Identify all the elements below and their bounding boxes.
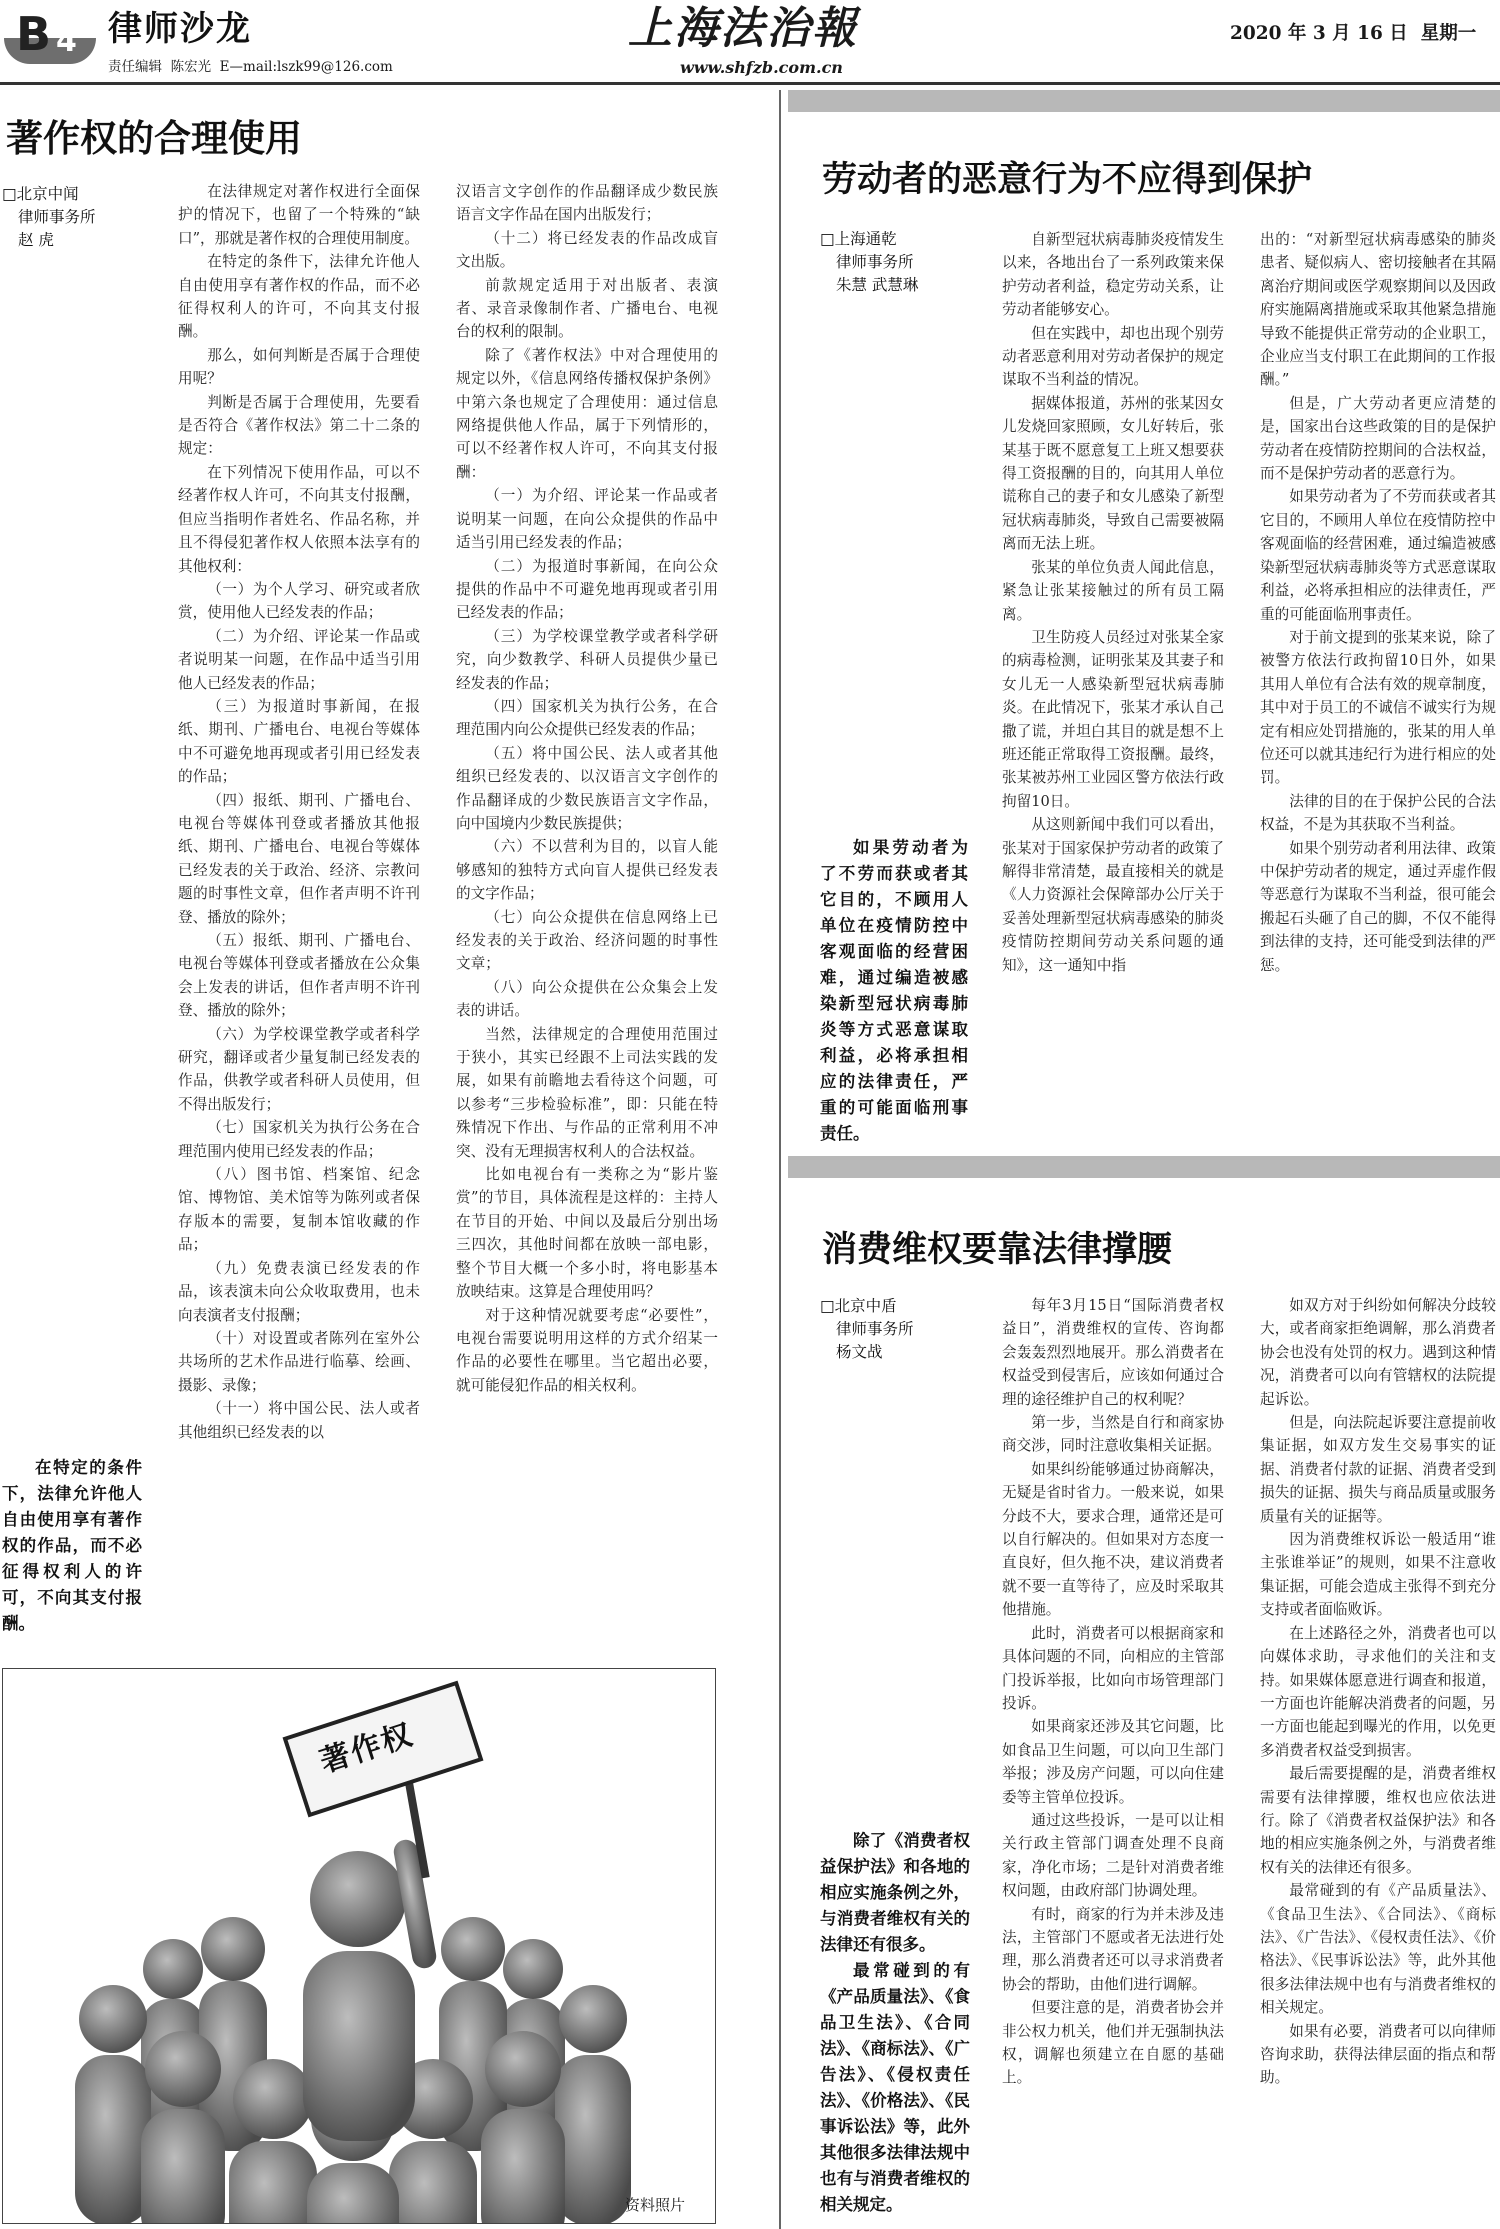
paragraph: （七）国家机关为执行公务在合理范围内使用已经发表的作品； xyxy=(178,1119,420,1160)
paragraph: （六）为学校课堂教学或者科学研究，翻译或者少量复制已经发表的作品，供教学或者科研人员使用，但不得出版发行； xyxy=(178,1025,420,1113)
column-divider xyxy=(779,90,781,2229)
article2-byline xyxy=(820,228,990,297)
paragraph: 但是，广大劳动者更应清楚的是，国家出台这些政策的目的是保护劳动者在疫情防控期间的合法权益，而不是保护劳动者的恶意行为。 xyxy=(1260,394,1496,483)
byline-line: □北京中盾 xyxy=(820,1297,897,1315)
band-mid-right xyxy=(788,1156,1500,1178)
paragraph: （六）不以营利为目的，以盲人能够感知的独特方式向盲人提供已经发表的文字作品； xyxy=(456,838,718,903)
paragraph: 但要注意的是，消费者协会并非公权力机关，他们并无强制执法权，调解也须建立在自愿的基础上。 xyxy=(1002,1999,1224,2087)
article1-column-2 xyxy=(456,180,718,1630)
byline-line: 朱慧 武慧琳 xyxy=(836,276,919,294)
paragraph: （二）为介绍、评论某一作品或者说明某一问题，在作品中适当引用他人已经发表的作品； xyxy=(178,627,420,692)
paragraph: （一）为介绍、评论某一作品或者说明某一问题，在向公众提供的作品中适当引用已经发表的作品； xyxy=(456,487,718,552)
photo-caption: 资料照片 xyxy=(625,2196,686,2214)
page-letter: B xyxy=(16,7,52,61)
article3-byline xyxy=(820,1295,990,1364)
paragraph: 最后需要提醒的是，消费者维权需要有法律撑腰，维权也应依法进行。除了《消费者权益保护法》和各地的相应实施条例之外，与消费者维权有关的法律还有很多。 xyxy=(1260,1765,1496,1876)
article3-pull-quote xyxy=(820,1828,970,2218)
byline-line: 杨文战 xyxy=(836,1343,883,1361)
paragraph: 比如电视台有一类称之为“影片鉴赏”的节目，具体流程是这样的：主持人在节目的开始、中间以及最后分别出场三四次，其他时间都在放映一部电影，整个节目大概一个多小时，将电影基本放映结束。这算是合理使用吗？ xyxy=(456,1166,718,1301)
paragraph: （十一）将中国公民、法人或者其他组织已经发表的以 xyxy=(178,1400,420,1441)
paragraph: 对于前文提到的张某来说，除了被警方依法行政拘留10日外，如果其用人单位有合法有效的规章制度，其中对于员工的不诚信不诚实行为规定有相应处罚措施的，张某的用人单位还可以就其违纪行为进行相应的处罚。 xyxy=(1260,628,1496,787)
band-top-right xyxy=(788,90,1500,112)
article2-title: 劳动者的恶意行为不应得到保护 xyxy=(822,160,1313,200)
paragraph: 如果个别劳动者利用法律、政策中保护劳动者的规定，通过弄虚作假等恶意行为谋取不当利益，很可能会搬起石头砸了自己的脚，不仅不能得到法律的支持，还可能受到法律的严惩。 xyxy=(1260,839,1496,974)
paragraph: 如果劳动者为了不劳而获或者其它目的，不顾用人单位在疫情防控中客观面临的经营困难，通过编造被感染新型冠状病毒肺炎等方式恶意谋取利益，必将承担相应的法律责任，严重的可能面临刑事责任。 xyxy=(1260,488,1496,623)
page-header xyxy=(0,0,1500,86)
article2-column-1 xyxy=(1002,228,1224,1148)
header-rule xyxy=(0,82,1500,85)
article2-column-2 xyxy=(1260,228,1496,1148)
paragraph: 在法律规定对著作权进行全面保护的情况下，也留了一个特殊的“缺口”，那就是著作权的合理使用制度。 xyxy=(178,183,420,247)
section-title: 律师沙龙 xyxy=(108,9,252,49)
paragraph: 因为消费维权诉讼一般适用“谁主张谁举证”的规则，如果不注意收集证据，可能会造成主张得不到充分支持或者面临败诉。 xyxy=(1260,1531,1496,1619)
issue-date: 2020 年 3 月 16 日 星期一 xyxy=(1230,23,1477,44)
paragraph: （二）为报道时事新闻，在向公众提供的作品中不可避免地再现或者引用已经发表的作品； xyxy=(456,557,718,622)
byline-line: 律师事务所 xyxy=(836,1320,914,1338)
byline-line: 律师事务所 xyxy=(18,208,96,226)
paragraph: 如果纠纷能够通过协商解决，无疑是省时省力。一般来说，如果分歧不大，要求合理，通常还是可以自行解决的。但如果对方态度一直良好，但久拖不决，建议消费者就不要一直等待了，应及时采取其他措施。 xyxy=(1002,1460,1224,1619)
paragraph: 此时，消费者可以根据商家和具体问题的不同，向相应的主管部门投诉举报，比如向市场管理部门投诉。 xyxy=(1002,1624,1224,1712)
byline-line: 赵 虎 xyxy=(18,231,54,249)
paragraph: 据媒体报道，苏州的张某因女儿发烧回家照顾，女儿好转后，张某基于既不愿意复工上班又想要获得工资报酬的目的，向其用人单位谎称自己的妻子和女儿感染了新型冠状病毒肺炎，导致自己需要被隔离而无法上班。 xyxy=(1002,394,1224,553)
masthead: 上海法治報 xyxy=(628,3,858,54)
paragraph: 除了《著作权法》中对合理使用的规定以外，《信息网络传播权保护条例》中第六条也规定了合理使用：通过信息网络提供他人作品，属于下列情形的，可以不经著作权人许可，不向其支付报酬： xyxy=(456,346,718,481)
pull-quote-paragraph: 除了《消费者权益保护法》和各地的相应实施条例之外，与消费者维权有关的法律还有很多。 xyxy=(820,1831,970,1954)
paragraph: 在特定的条件下，法律允许他人自由使用享有著作权的作品，而不必征得权利人的许可，不向其支付报酬。 xyxy=(178,253,420,341)
paragraph: 判断是否属于合理使用，先要看是否符合《著作权法》第二十二条的规定： xyxy=(178,393,420,458)
paragraph: 最常碰到的有《产品质量法》、《食品卫生法》、《合同法》、《商标法》、《广告法》、《侵权责任法》、《价格法》、《民事诉讼法》等，此外其他很多法律法规中也有与消费者维权的相关规定。 xyxy=(1260,1882,1496,2017)
paragraph: 对于这种情况就要考虑“必要性”，电视台需要说明用这样的方式介绍某一作品的必要性在哪里。当它超出必要，就可能侵犯作品的相关权利。 xyxy=(456,1306,718,1394)
paragraph: （一）为个人学习、研究或者欣赏，使用他人已经发表的作品； xyxy=(178,580,420,622)
paragraph: （三）为学校课堂教学或者科学研究，向少数教学、科研人员提供少量已经发表的作品； xyxy=(456,627,718,692)
paragraph: 第一步，当然是自行和商家协商交涉，同时注意收集相关证据。 xyxy=(1002,1414,1224,1455)
article1-photo xyxy=(2,1668,716,2224)
paragraph: 如果商家还涉及其它问题，比如食品卫生问题，可以向卫生部门举报；涉及房产问题，可以向住建委等主管单位投诉。 xyxy=(1002,1718,1224,1806)
paragraph: 当然，法律规定的合理使用范围过于狭小，其实已经跟不上司法实践的发展，如果有前瞻地去看待这个问题，可以参考“三步检验标准”，即：只能在特殊情况下作出、与作品的正常利用不冲突、没有无理损害权利人的合法权益。 xyxy=(456,1025,718,1160)
paragraph: 每年3月15日“国际消费者权益日”，消费维权的宣传、咨询都会轰轰烈烈地展开。那么消费者在权益受到侵害后，应该如何通过合理的途径维护自己的权利呢？ xyxy=(1002,1297,1224,1408)
byline-line: □上海通乾 xyxy=(820,230,897,248)
pull-quote-paragraph: 最常碰到的有《产品质量法》、《食品卫生法》、《合同法》、《商标法》、《广告法》、《侵权责任法》、《价格法》、《民事诉讼法》等，此外其他很多法律法规中也有与消费者维权的相关规定。 xyxy=(820,1961,970,2214)
article1-byline xyxy=(2,183,162,252)
article2-pull-quote: 如果劳动者为了不劳而获或者其它目的，不顾用人单位在疫情防控中客观面临的经营困难，通过编造被感染新型冠状病毒肺炎等方式恶意谋取利益，必将承担相应的法律责任，严重的可能面临刑事责任。 xyxy=(820,838,968,1143)
paragraph: 那么，如何判断是否属于合理使用呢？ xyxy=(178,346,420,388)
paragraph: 汉语言文字创作的作品翻译成少数民族语言文字作品在国内出版发行； xyxy=(456,183,718,224)
byline-line: 律师事务所 xyxy=(836,253,914,271)
paragraph: 法律的目的在于保护公民的合法权益，不是为其获取不当利益。 xyxy=(1260,792,1496,834)
paragraph: （八）图书馆、档案馆、纪念馆、博物馆、美术馆等为陈列或者保存版本的需要，复制本馆收藏的作品； xyxy=(178,1166,420,1254)
paragraph: 有时，商家的行为并未涉及违法，主管部门不愿或者无法进行处理，那么消费者还可以寻求消费者协会的帮助，由他们进行调解。 xyxy=(1002,1905,1224,1993)
paragraph: 张某的单位负责人闻此信息，紧急让张某接触过的所有员工隔离。 xyxy=(1002,558,1224,623)
byline-line: □北京中闻 xyxy=(2,185,79,203)
paragraph: 在上述路径之外，消费者也可以向媒体求助，寻求他们的关注和支持。如果媒体愿意进行调查和报道，一方面也许能解决消费者的问题，另一方面也能起到曝光的作用，以免更多消费者权益受到损害。 xyxy=(1260,1624,1496,1759)
paragraph: 但是，向法院起诉要注意提前收集证据，如双方发生交易事实的证据、消费者付款的证据、消费者受到损失的证据、损失与商品质量或服务质量有关的证据等。 xyxy=(1260,1414,1496,1525)
paragraph: 出的：“对新型冠状病毒感染的肺炎患者、疑似病人、密切接触者在其隔离治疗期间或医学观察期间以及因政府实施隔离措施或采取其他紧急措施导致不能提供正常劳动的企业职工，企业应当支付职工在此期间的工作报酬。” xyxy=(1260,231,1496,389)
paragraph: （五）报纸、期刊、广播电台、电视台等媒体刊登或者播放在公众集会上发表的讲话，但作者声明不许刊登、播放的除外； xyxy=(178,932,420,1020)
paragraph: 如双方对于纠纷如何解决分歧较大，或者商家拒绝调解，那么消费者协会也没有处罚的权力。遇到这种情况，消费者可以向有管辖权的法院提起诉讼。 xyxy=(1260,1297,1496,1408)
paragraph: 如果有必要，消费者可以向律师咨询求助，获得法律层面的指点和帮助。 xyxy=(1260,2022,1496,2087)
article1-pull-quote: 在特定的条件下，法律允许他人自由使用享有著作权的作品，而不必征得权利人的许可，不向其支付报酬。 xyxy=(2,1458,142,1633)
website: www.shfzb.com.cn xyxy=(680,58,843,77)
article1-title: 著作权的合理使用 xyxy=(6,117,302,160)
paragraph: 前款规定适用于对出版者、表演者、录音录像制作者、广播电台、电视台的权利的限制。 xyxy=(456,276,718,341)
article3-column-1 xyxy=(1002,1294,1224,2229)
paragraph: （四）报纸、期刊、广播电台、电视台等媒体刊登或者播放其他报纸、期刊、广播电台、电视台等媒体已经发表的关于政治、经济、宗教问题的时事性文章，但作者声明不许刊登、播放的除外； xyxy=(178,791,420,926)
editor-line: 责任编辑 陈宏光 E—mail:lszk99@126.com xyxy=(108,59,393,75)
paragraph: 自新型冠状病毒肺炎疫情发生以来，各地出台了一系列政策来保护劳动者利益，稳定劳动关系，让劳动者能够安心。 xyxy=(1002,231,1224,319)
paragraph: 但在实践中，却也出现个别劳动者恶意利用对劳动者保护的规定谋取不当利益的情况。 xyxy=(1002,324,1224,389)
paragraph: （五）将中国公民、法人或者其他组织已经发表的、以汉语言文字创作的作品翻译成的少数民族语言文字作品，向中国境内少数民族提供； xyxy=(456,744,718,832)
paragraph: 通过这些投诉，一是可以让相关行政主管部门调查处理不良商家，净化市场；二是针对消费者维权问题，由政府部门协调处理。 xyxy=(1002,1811,1224,1900)
paragraph: （七）向公众提供在信息网络上已经发表的关于政治、经济问题的时事性文章； xyxy=(456,908,718,973)
sign-text: 著作权 xyxy=(315,1717,418,1781)
paragraph: 在下列情况下使用作品，可以不经著作权人许可，不向其支付报酬，但应当指明作者姓名、作品名称，并且不得侵犯著作权人依照本法享有的其他权利： xyxy=(178,463,420,575)
page-number: 4 xyxy=(56,24,77,59)
paragraph: （三）为报道时事新闻，在报纸、期刊、广播电台、电视台等媒体中不可避免地再现或者引用已经发表的作品； xyxy=(178,697,420,786)
article1-column-1 xyxy=(178,180,420,1630)
article3-title: 消费维权要靠法律撑腰 xyxy=(822,1230,1173,1270)
article3-column-2 xyxy=(1260,1294,1496,2229)
paragraph: （十二）将已经发表的作品改成盲文出版。 xyxy=(456,229,718,271)
paragraph: （九）免费表演已经发表的作品，该表演未向公众收取费用，也未向表演者支付报酬； xyxy=(178,1259,420,1324)
paragraph: （八）向公众提供在公众集会上发表的讲话。 xyxy=(456,978,718,1020)
paragraph: 卫生防疫人员经过对张某全家的病毒检测，证明张某及其妻子和女儿无一人感染新型冠状病毒肺炎。在此情况下，张某才承认自己撒了谎，并坦白其目的就是想不上班还能正常取得工资报酬。最终，张某被苏州工业园区警方依法行政拘留10日。 xyxy=(1002,628,1224,810)
paragraph: （四）国家机关为执行公务，在合理范围内向公众提供已经发表的作品； xyxy=(456,697,718,739)
page-number-badge xyxy=(4,8,104,68)
paragraph: 从这则新闻中我们可以看出，张某对于国家保护劳动者的政策了解得非常清楚，最直接相关的就是《人力资源社会保障部办公厅关于妥善处理新型冠状病毒感染的肺炎疫情防控期间劳动关系问题的通知》，这一通知中指 xyxy=(1002,816,1224,974)
paragraph: （十）对设置或者陈列在室外公共场所的艺术作品进行临摹、绘画、摄影、录像； xyxy=(178,1329,420,1394)
